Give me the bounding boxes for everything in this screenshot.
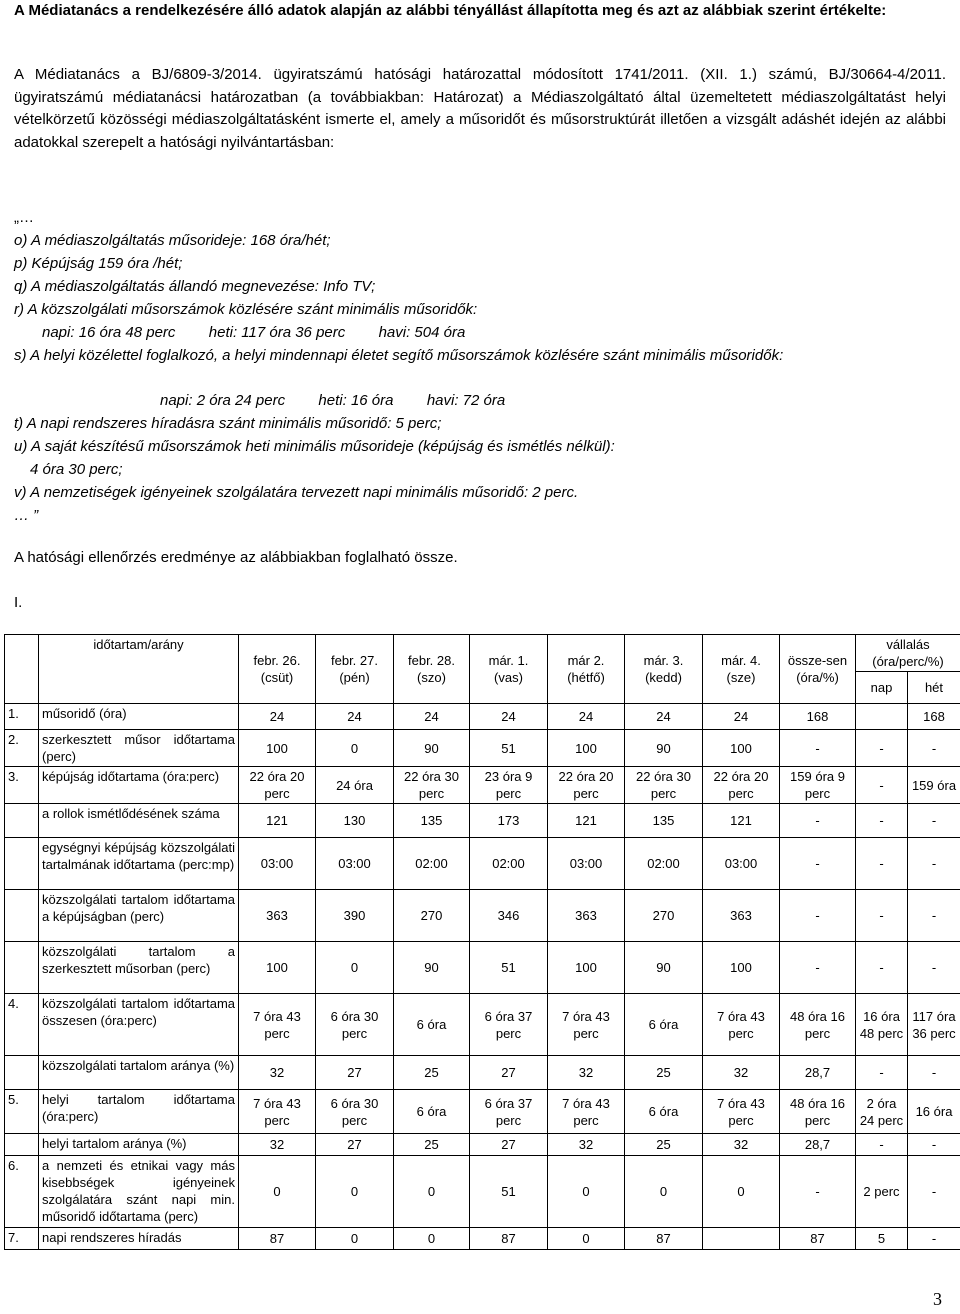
item-u-value: 4 óra 30 perc; <box>30 461 123 478</box>
total-value: - <box>780 1156 856 1228</box>
vallalas-het-value: - <box>908 1156 960 1228</box>
row-label: közszolgálati tartalom a szerkesztett műsorban (perc) <box>39 942 239 994</box>
day-value: 24 <box>394 704 470 730</box>
table-row <box>5 838 960 890</box>
row-number: 5. <box>5 1090 39 1134</box>
day-value: 6 óra 30 perc <box>316 994 394 1056</box>
row-number <box>5 942 39 994</box>
header-label: időtartam/arány <box>39 635 239 704</box>
day-value: 87 <box>239 1228 316 1250</box>
day-value: 24 <box>625 704 703 730</box>
day-value: 32 <box>548 1134 625 1156</box>
vallalas-nap-value: - <box>856 1056 908 1090</box>
row-number <box>5 804 39 838</box>
header-day: már. 4. (sze) <box>703 635 780 704</box>
day-value: 27 <box>316 1134 394 1156</box>
vallalas-het-value: 16 óra <box>908 1090 960 1134</box>
row-label: a rollok ismétlődésének száma <box>39 804 239 838</box>
day-value: 22 óra 20 perc <box>548 767 625 804</box>
day-value: 25 <box>394 1056 470 1090</box>
header-day: már. 3. (kedd) <box>625 635 703 704</box>
day-value: 0 <box>394 1156 470 1228</box>
table-row <box>5 1090 960 1134</box>
vallalas-het-value: - <box>908 1134 960 1156</box>
header-num-cell <box>5 635 39 704</box>
day-value: 27 <box>316 1056 394 1090</box>
vallalas-nap-value: 5 <box>856 1228 908 1250</box>
vallalas-het-value: - <box>908 838 960 890</box>
main-paragraph: A Médiatanács a BJ/6809-3/2014. ügyiratszámú hatósági határozattal módosított 1741/2011. (XII. 1.) számú, BJ/30664-4/2011. ügyiratszámú médiatanácsi határozatban (a továbbiakban: Határozat) a Médiaszolgáltató által üzemeltetett médiaszolgáltatást helyi vételkörzetű közösségi médiaszolgáltatásként ismerte el, amely a műsoridőt és műsorstruktúrát illetően a vizsgált adáshét idején az alábbi adatokkal szerepelt a hatósági nyilvántartásban: <box>14 66 946 151</box>
row-number <box>5 1134 39 1156</box>
table-row <box>5 767 960 804</box>
day-value: 25 <box>625 1056 703 1090</box>
row-number: 6. <box>5 1156 39 1228</box>
table-header-row <box>5 635 960 672</box>
row-number: 2. <box>5 730 39 767</box>
row-number: 3. <box>5 767 39 804</box>
section-heading: I. <box>14 594 23 611</box>
day-value: 390 <box>316 890 394 942</box>
day-value: 87 <box>625 1228 703 1250</box>
day-value: 6 óra 37 perc <box>470 994 548 1056</box>
row-label: műsoridő (óra) <box>39 704 239 730</box>
item-o: o) A médiaszolgáltatás műsorideje: 168 óra/hét; <box>14 232 331 249</box>
day-value: 90 <box>394 942 470 994</box>
vallalas-nap-value: 16 óra 48 perc <box>856 994 908 1056</box>
quote-close: … ” <box>14 507 39 524</box>
page-number: 3 <box>933 1289 942 1309</box>
day-value: 51 <box>470 730 548 767</box>
total-value: - <box>780 804 856 838</box>
day-value: 87 <box>470 1228 548 1250</box>
day-value: 363 <box>703 890 780 942</box>
day-value: 24 <box>703 704 780 730</box>
total-value: 28,7 <box>780 1056 856 1090</box>
day-value: 03:00 <box>548 838 625 890</box>
item-s: s) A helyi közélettel foglalkozó, a helyi mindennapi életet segítő műsorszámok közlésére szánt minimális műsoridők: <box>14 347 784 364</box>
day-value: 27 <box>470 1056 548 1090</box>
day-value: 25 <box>394 1134 470 1156</box>
row-label: a nemzeti és etnikai vagy más kisebbségek igényeinek szolgálatára szánt napi min. műsoridő időtartama (perc) <box>39 1156 239 1228</box>
header-het: hét <box>908 672 960 704</box>
day-value: 7 óra 43 perc <box>548 994 625 1056</box>
vallalas-nap-value: - <box>856 767 908 804</box>
day-value: 24 <box>239 704 316 730</box>
day-value: 90 <box>625 730 703 767</box>
header-day: már. 1. (vas) <box>470 635 548 704</box>
day-value: 0 <box>548 1228 625 1250</box>
row-label: szerkesztett műsor időtartama (perc) <box>39 730 239 767</box>
header-nap: nap <box>856 672 908 704</box>
total-value: 28,7 <box>780 1134 856 1156</box>
day-value: 100 <box>548 942 625 994</box>
vallalas-nap-value: - <box>856 942 908 994</box>
row-label: egységnyi képújság közszolgálati tartalmának időtartama (perc:mp) <box>39 838 239 890</box>
day-value: 24 <box>316 704 394 730</box>
day-value: 363 <box>548 890 625 942</box>
item-q: q) A médiaszolgáltatás állandó megnevezése: Info TV; <box>14 278 376 295</box>
table-row <box>5 942 960 994</box>
item-r: r) A közszolgálati műsorszámok közlésére szánt minimális műsoridők: <box>14 301 478 318</box>
vallalas-nap-value <box>856 704 908 730</box>
day-value: 02:00 <box>470 838 548 890</box>
row-number <box>5 838 39 890</box>
row-number <box>5 890 39 942</box>
header-day: febr. 27. (pén) <box>316 635 394 704</box>
day-value: 0 <box>316 942 394 994</box>
item-u: u) A saját készítésű műsorszámok heti minimális műsorideje (képújság és ismétlés nélkül): <box>14 438 615 455</box>
total-value: 87 <box>780 1228 856 1250</box>
day-value: 0 <box>239 1156 316 1228</box>
vallalas-het-value: - <box>908 804 960 838</box>
vallalas-het-value: 159 óra <box>908 767 960 804</box>
day-value: 7 óra 43 perc <box>239 1090 316 1134</box>
day-value: 121 <box>548 804 625 838</box>
total-value: 48 óra 16 perc <box>780 1090 856 1134</box>
header-day: már 2. (hétfő) <box>548 635 625 704</box>
day-value: 0 <box>316 730 394 767</box>
table-row <box>5 1134 960 1156</box>
vallalas-het-value: - <box>908 1228 960 1250</box>
day-value: 100 <box>548 730 625 767</box>
day-value <box>703 1228 780 1250</box>
day-value: 135 <box>394 804 470 838</box>
day-value: 6 óra <box>625 994 703 1056</box>
item-p: p) Képújság 159 óra /hét; <box>14 255 183 272</box>
day-value: 0 <box>548 1156 625 1228</box>
summary-line: A hatósági ellenőrzés eredménye az alábbiakban foglalható össze. <box>14 549 458 566</box>
row-label: helyi tartalom aránya (%) <box>39 1134 239 1156</box>
day-value: 32 <box>703 1134 780 1156</box>
day-value: 6 óra <box>394 994 470 1056</box>
results-table <box>4 634 960 1250</box>
day-value: 173 <box>470 804 548 838</box>
vallalas-nap-value: - <box>856 1134 908 1156</box>
row-label: közszolgálati tartalom időtartama összesen (óra:perc) <box>39 994 239 1056</box>
table-row <box>5 890 960 942</box>
item-r-values: napi: 16 óra 48 perc heti: 117 óra 36 perc havi: 504 óra <box>42 324 466 341</box>
day-value: 24 <box>470 704 548 730</box>
header-day: febr. 26. (csüt) <box>239 635 316 704</box>
day-value: 25 <box>625 1134 703 1156</box>
day-value: 90 <box>625 942 703 994</box>
day-value: 0 <box>316 1228 394 1250</box>
day-value: 346 <box>470 890 548 942</box>
row-label: közszolgálati tartalom aránya (%) <box>39 1056 239 1090</box>
day-value: 90 <box>394 730 470 767</box>
vallalas-nap-value: 2 óra 24 perc <box>856 1090 908 1134</box>
day-value: 7 óra 43 perc <box>548 1090 625 1134</box>
day-value: 0 <box>316 1156 394 1228</box>
table-row <box>5 1056 960 1090</box>
row-label: helyi tartalom időtartama (óra:perc) <box>39 1090 239 1134</box>
day-value: 02:00 <box>394 838 470 890</box>
row-number: 4. <box>5 994 39 1056</box>
day-value: 22 óra 30 perc <box>625 767 703 804</box>
total-value: 168 <box>780 704 856 730</box>
total-value: - <box>780 838 856 890</box>
day-value: 32 <box>239 1134 316 1156</box>
table-row <box>5 804 960 838</box>
day-value: 32 <box>548 1056 625 1090</box>
quote-open: „… <box>14 209 34 226</box>
total-value: 159 óra 9 perc <box>780 767 856 804</box>
day-value: 24 <box>548 704 625 730</box>
vallalas-nap-value: - <box>856 838 908 890</box>
vallalas-nap-value: 2 perc <box>856 1156 908 1228</box>
table-row <box>5 994 960 1056</box>
day-value: 22 óra 30 perc <box>394 767 470 804</box>
row-label: képújság időtartama (óra:perc) <box>39 767 239 804</box>
total-value: - <box>780 942 856 994</box>
total-value: 48 óra 16 perc <box>780 994 856 1056</box>
day-value: 100 <box>703 942 780 994</box>
day-value: 0 <box>625 1156 703 1228</box>
vallalas-nap-value: - <box>856 890 908 942</box>
day-value: 03:00 <box>316 838 394 890</box>
day-value: 03:00 <box>239 838 316 890</box>
header-total: össze-sen (óra/%) <box>780 635 856 704</box>
header-day: febr. 28. (szo) <box>394 635 470 704</box>
day-value: 32 <box>239 1056 316 1090</box>
day-value: 6 óra 30 perc <box>316 1090 394 1134</box>
table-body <box>5 704 960 1250</box>
day-value: 270 <box>625 890 703 942</box>
table-row <box>5 1228 960 1250</box>
vallalas-nap-value: - <box>856 804 908 838</box>
vallalas-het-value: - <box>908 730 960 767</box>
day-value: 121 <box>239 804 316 838</box>
day-value: 51 <box>470 942 548 994</box>
day-value: 7 óra 43 perc <box>239 994 316 1056</box>
day-value: 363 <box>239 890 316 942</box>
day-value: 100 <box>703 730 780 767</box>
day-value: 270 <box>394 890 470 942</box>
table-row <box>5 1156 960 1228</box>
intro-paragraph: A Médiatanács a rendelkezésére álló adatok alapján az alábbi tényállást állapította meg és azt az alábbiak szerint értékelte: <box>14 2 887 19</box>
day-value: 51 <box>470 1156 548 1228</box>
vallalas-het-value: - <box>908 942 960 994</box>
day-value: 23 óra 9 perc <box>470 767 548 804</box>
day-value: 32 <box>703 1056 780 1090</box>
day-value: 135 <box>625 804 703 838</box>
total-value: - <box>780 890 856 942</box>
row-number: 7. <box>5 1228 39 1250</box>
day-value: 27 <box>470 1134 548 1156</box>
vallalas-het-value: - <box>908 1056 960 1090</box>
table-row <box>5 730 960 767</box>
day-value: 03:00 <box>703 838 780 890</box>
row-label: közszolgálati tartalom időtartama a képújságban (perc) <box>39 890 239 942</box>
item-t: t) A napi rendszeres híradásra szánt minimális műsoridő: 5 perc; <box>14 415 442 432</box>
day-value: 100 <box>239 942 316 994</box>
item-s-values: napi: 2 óra 24 perc heti: 16 óra havi: 72 óra <box>160 392 506 409</box>
vallalas-het-value: 117 óra 36 perc <box>908 994 960 1056</box>
day-value: 0 <box>703 1156 780 1228</box>
day-value: 7 óra 43 perc <box>703 994 780 1056</box>
day-value: 0 <box>394 1228 470 1250</box>
day-value: 7 óra 43 perc <box>703 1090 780 1134</box>
vallalas-nap-value: - <box>856 730 908 767</box>
day-value: 100 <box>239 730 316 767</box>
row-number: 1. <box>5 704 39 730</box>
day-value: 6 óra <box>394 1090 470 1134</box>
item-v: v) A nemzetiségek igényeinek szolgálatára tervezett napi minimális műsoridő: 2 perc. <box>14 484 579 501</box>
day-value: 24 óra <box>316 767 394 804</box>
total-value: - <box>780 730 856 767</box>
vallalas-het-value: 168 <box>908 704 960 730</box>
row-number <box>5 1056 39 1090</box>
day-value: 22 óra 20 perc <box>703 767 780 804</box>
day-value: 121 <box>703 804 780 838</box>
row-label: napi rendszeres híradás <box>39 1228 239 1250</box>
day-value: 130 <box>316 804 394 838</box>
day-value: 6 óra 37 perc <box>470 1090 548 1134</box>
day-value: 02:00 <box>625 838 703 890</box>
header-vallalas: vállalás (óra/perc/%) <box>856 635 960 672</box>
table-row <box>5 704 960 730</box>
day-value: 22 óra 20 perc <box>239 767 316 804</box>
day-value: 6 óra <box>625 1090 703 1134</box>
vallalas-het-value: - <box>908 890 960 942</box>
